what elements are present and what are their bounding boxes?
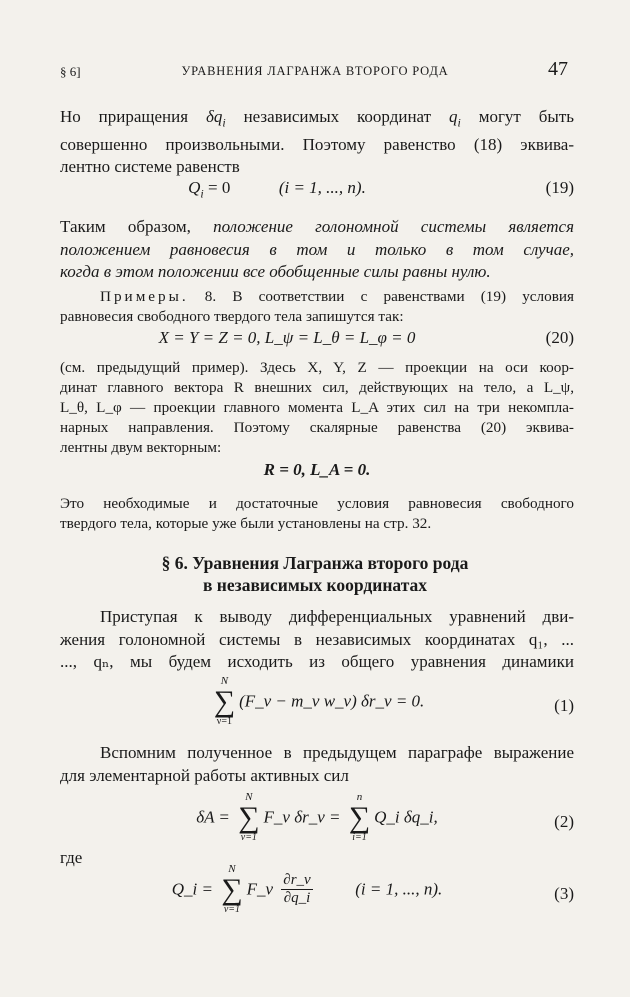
equation-number: (20) bbox=[545, 328, 574, 347]
page-number: 47 bbox=[548, 58, 568, 80]
paragraph-work bbox=[60, 742, 574, 787]
equation-number: (2) bbox=[554, 812, 574, 831]
text-line: равновесия свободного твердого тела запишутся так: bbox=[60, 308, 404, 325]
text-line: для элементарной работы активных сил bbox=[60, 765, 349, 785]
text-line: Таким образом, положение голономной системы является bbox=[60, 217, 574, 236]
paragraph-projections bbox=[60, 358, 574, 458]
text-line: Примеры. 8. В соответствии с равенствами (19) условия bbox=[100, 288, 574, 305]
text-line: Но приращения $\delta q_i$ независимых координат $q_i$ могут быть bbox=[60, 107, 574, 130]
summation-sign: N ∑ ν=1 bbox=[238, 791, 260, 843]
text-line: твердого тела, которые уже были установлены на стр. 32. bbox=[60, 515, 432, 532]
equation-2: δA = N ∑ ν=1 F_ν δr_ν = n ∑ i=1 Q_i δq_i, (2) bbox=[196, 791, 574, 843]
text-line: нарных направления. Поэтому скалярные равенства (20) эквива- bbox=[60, 419, 574, 436]
equation-3: Q_i = N ∑ ν=1 F_ν $\frac{\partial r\_\nu}{\partial q\_i}$ (i = 1, ..., n). (3) bbox=[171, 863, 574, 915]
summation-sign: n ∑ i=1 bbox=[348, 791, 371, 843]
text-line: Приступая к выводу дифференциальных уравнений дви- bbox=[100, 607, 574, 626]
paragraph-derivation bbox=[60, 606, 574, 674]
fraction: $\frac{\partial r\_\nu}{\partial q\_i}$ bbox=[283, 872, 311, 906]
text-line: (см. предыдущий пример). Здесь X, Y, Z — проекции на оси коор- bbox=[60, 359, 574, 376]
text-line: L_θ, L_φ — проекции главного момента L_A этих сил на три некомпла- bbox=[60, 399, 574, 416]
section-heading: § 6. Уравнения Лагранжа второго рода в независимых координатах bbox=[161, 553, 469, 595]
header-section-ref: § 6] bbox=[60, 64, 81, 79]
equation-number: (3) bbox=[554, 884, 574, 903]
running-title: УРАВНЕНИЯ ЛАГРАНЖА ВТОРОГО РОДА bbox=[181, 64, 449, 78]
equation-1: N ∑ ν=1 (F_ν − m_ν w_ν) δr_ν = 0. (1) bbox=[213, 675, 574, 727]
text-line: когда в этом положении все обобщенные силы равны нулю. bbox=[60, 262, 491, 281]
equation-vector: R = 0, L_A = 0. bbox=[263, 460, 371, 479]
text-line: положением равновесия в том и только в том случае, bbox=[60, 239, 574, 259]
text-line: Это необходимые и достаточные условия равновесия свободного bbox=[60, 495, 574, 512]
paragraph-conditions bbox=[60, 494, 574, 534]
paragraph-where: где bbox=[60, 848, 83, 867]
text-line: ..., qₙ, мы будем исходить из общего уравнения динамики bbox=[60, 652, 574, 671]
text-line: лентно системе равенств bbox=[60, 157, 240, 177]
summation-sign: N ∑ ν=1 bbox=[213, 675, 236, 727]
equation-20: X = Y = Z = 0, L_ψ = L_θ = L_φ = 0 (20) bbox=[158, 328, 574, 347]
paragraph-examples bbox=[60, 287, 574, 327]
paragraph-intro bbox=[60, 106, 574, 179]
text-line: Вспомним полученное в предыдущем параграфе выражение bbox=[100, 743, 574, 762]
paragraph-conclusion bbox=[60, 216, 574, 284]
equation-number: (19) bbox=[545, 178, 574, 197]
summation-sign: N ∑ ν=1 bbox=[221, 863, 243, 915]
text-line: совершенно произвольными. Поэтому равенство (18) эквива- bbox=[60, 134, 574, 154]
equation-number: (1) bbox=[554, 696, 574, 715]
text-line: лентны двум векторным: bbox=[60, 439, 222, 456]
text-line: динат главного вектора R внешних сил, действующих на тело, а L_ψ, bbox=[60, 379, 574, 396]
text-line: жения голономной системы в независимых координатах q₁, ... bbox=[60, 629, 574, 649]
equation-19: $Q_i = 0$ (i = 1, ..., n). (19) bbox=[188, 178, 574, 201]
